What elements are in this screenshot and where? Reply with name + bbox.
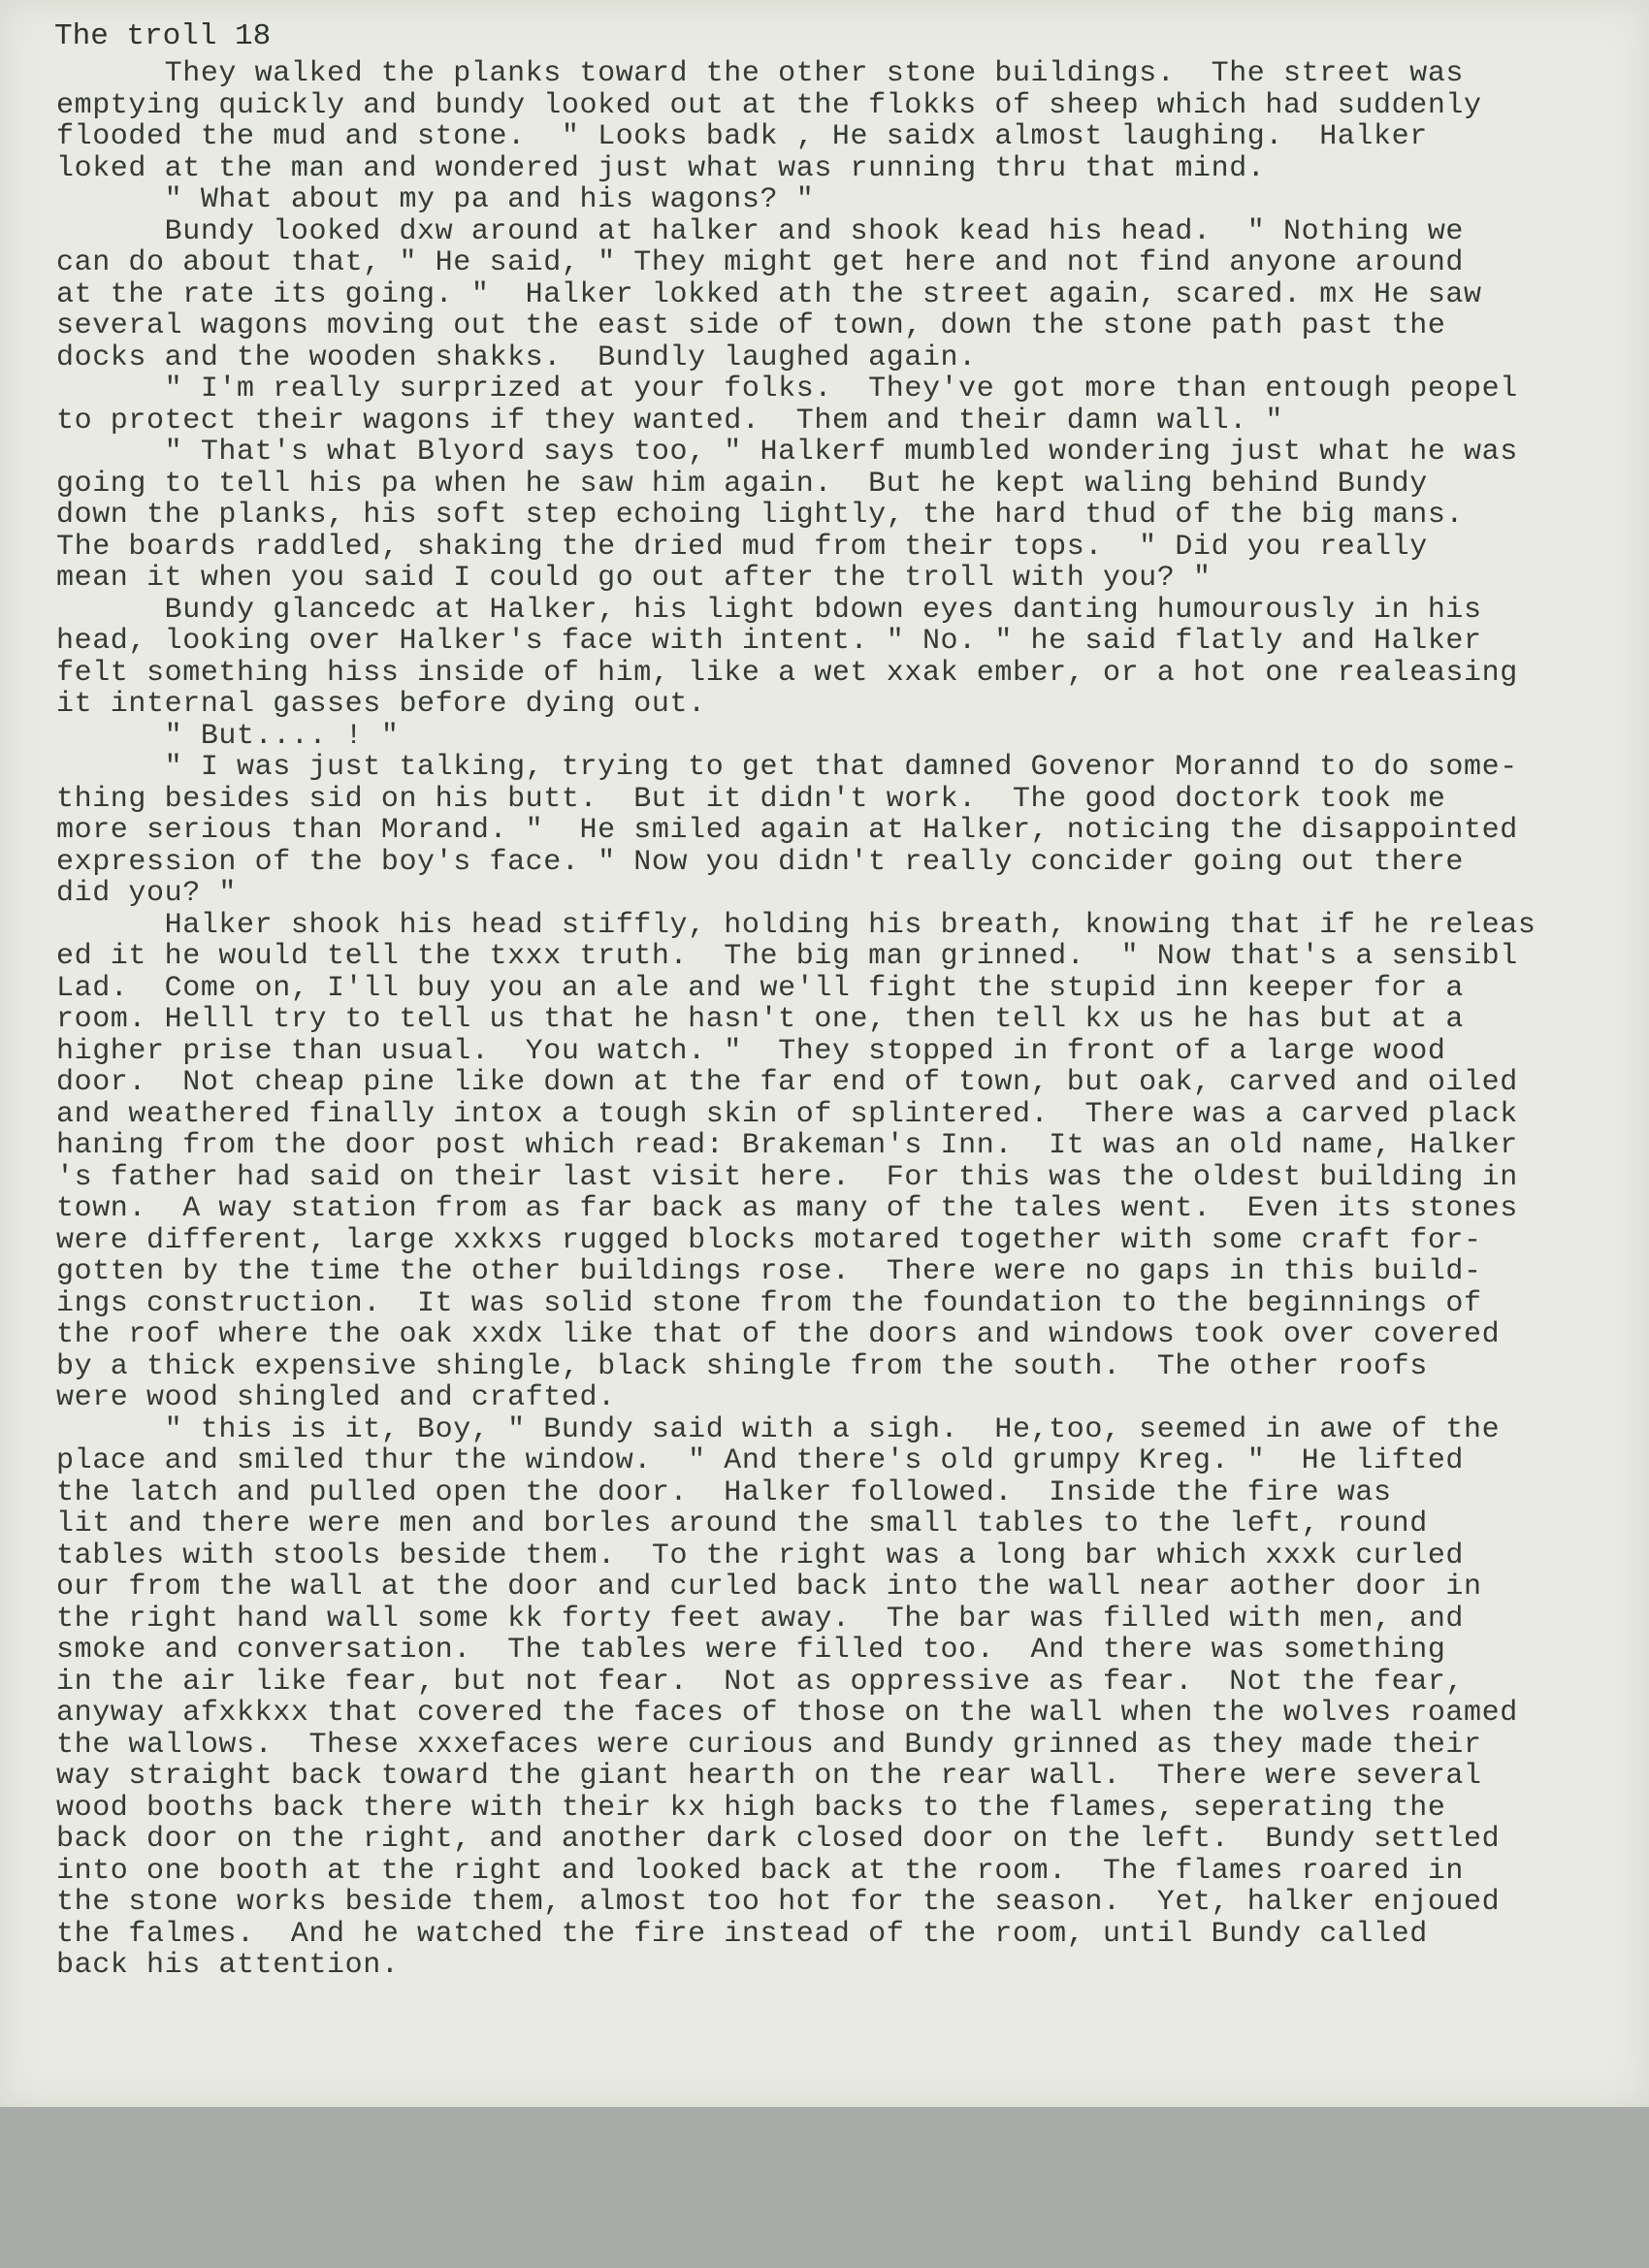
text-line: Lad. Come on, I'll buy you an ale and we'll fight the stupid inn keeper for a [56,972,1465,1004]
text-line: several wagons moving out the east side of town, down the stone path past the [56,310,1446,342]
text-line: smoke and conversation. The tables were filled too. And there was something [56,1635,1446,1667]
text-line: flooded the mud and stone. " Looks badk , He saidx almost laughing. Halker [56,121,1428,153]
text-line: mean it when you said I could go out after the troll with you? " [56,563,1212,595]
text-line: more serious than Morand. " He smiled again at Halker, noticing the disappointed [56,815,1518,847]
text-line: town. A way station from as far back as many of the tales went. Even its stones [56,1193,1518,1225]
text-line: lit and there were men and borles around the small tables to the left, round [56,1508,1428,1540]
text-line: into one booth at the right and looked back at the room. The flames roared in [56,1855,1465,1887]
text-line: They walked the planks toward the other stone buildings. The street was [56,58,1465,90]
text-line: higher prise than usual. You watch. " They stopped in front of a large wood [56,1035,1446,1067]
text-line: ed it he would tell the txxx truth. The big man grinned. " Now that's a sensibl [56,941,1518,973]
text-line: felt something hiss inside of him, like a wet xxak ember, or a hot one realeasing [56,657,1518,689]
text-line: Bundy looked dxw around at halker and shook kead his head. " Nothing we [56,215,1465,247]
page-header: The troll 18 [54,19,272,53]
text-line: wood booths back there with their kx high backs to the flames, seperating the [56,1792,1446,1824]
text-line: way straight back toward the giant hearth on the rear wall. There were several [56,1761,1482,1793]
text-line: back his attention. [56,1950,400,1982]
text-line: in the air like fear, but not fear. Not as oppressive as fear. Not the fear, [56,1666,1465,1698]
text-line: down the planks, his soft step echoing lightly, the hard thud of the big mans. [56,500,1465,532]
text-line: back door on the right, and another dark closed door on the left. Bundy settled [56,1824,1501,1856]
text-line: Halker shook his head stiffly, holding his breath, knowing that if he releas [56,909,1536,941]
text-line: place and smiled thur the window. " And there's old grumpy Kreg. " He lifted [56,1445,1465,1477]
text-line: the wallows. These xxxefaces were curious and Bundy grinned as they made their [56,1729,1482,1761]
text-line: loked at the man and wondered just what was running thru that mind. [56,152,1266,184]
text-line: by a thick expensive shingle, black shingle from the south. The other roofs [56,1350,1428,1382]
manuscript-body [56,58,1608,1982]
text-line: tables with stools beside them. To the right was a long bar which xxxk curled [56,1539,1465,1571]
text-line: Bundy glancedc at Halker, his light bdown eyes danting humourously in his [56,594,1482,626]
text-line: expression of the boy's face. " Now you didn't really concider going out there [56,846,1465,878]
text-line: " I'm really surprized at your folks. They've got more than entough peopel [56,373,1518,405]
text-line: 's father had said on their last visit here. For this was the oldest building in [56,1161,1518,1193]
text-line: " I was just talking, trying to get that damned Govenor Morannd to do some- [56,752,1518,784]
text-line: it internal gasses before dying out. [56,689,706,721]
text-line: did you? " [56,878,238,910]
text-line: docks and the wooden shakks. Bundly laughed again. [56,341,977,373]
text-line: the right hand wall some kk forty feet away. The bar was filled with men, and [56,1603,1465,1635]
text-line: " What about my pa and his wagons? " [56,184,815,216]
text-line: thing besides sid on his butt. But it didn't work. The good doctork took me [56,783,1446,815]
text-line: gotten by the time the other buildings rose. There were no gaps in this build- [56,1256,1482,1288]
text-line: at the rate its going. " Halker lokked ath the street again, scared. mx He saw [56,278,1482,310]
text-line: door. Not cheap pine like down at the far end of town, but oak, carved and oiled [56,1067,1518,1099]
text-line: head, looking over Halker's face with intent. " No. " he said flatly and Halker [56,626,1482,658]
text-line: anyway afxkkxx that covered the faces of those on the wall when the wolves roamed [56,1698,1518,1730]
text-line: the stone works beside them, almost too hot for the season. Yet, halker enjoued [56,1887,1501,1919]
text-line: to protect their wagons if they wanted. Them and their damn wall. " [56,405,1283,437]
text-line: going to tell his pa when he saw him again. But he kept waling behind Bundy [56,468,1428,500]
text-line: room. Helll try to tell us that he hasn't one, then tell kx us he has but at a [56,1004,1465,1036]
text-line: were wood shingled and crafted. [56,1382,616,1414]
text-line: our from the wall at the door and curled back into the wall near aother door in [56,1571,1482,1604]
text-line: " But.... ! " [56,720,400,752]
text-line: the latch and pulled open the door. Halker followed. Inside the fire was [56,1476,1392,1508]
text-line: the roof where the oak xxdx like that of the doors and windows took over covered [56,1319,1501,1351]
text-line: haning from the door post which read: Brakeman's Inn. It was an old name, Halker [56,1130,1518,1162]
text-line: were different, large xxkxs rugged blocks motared together with some craft for- [56,1224,1482,1256]
text-line: " this is it, Boy, " Bundy said with a sigh. He,too, seemed in awe of the [56,1413,1501,1445]
text-line: ings construction. It was solid stone from the foundation to the beginnings of [56,1287,1482,1319]
text-line: and weathered finally intox a tough skin of splintered. There was a carved plack [56,1098,1518,1130]
text-line: emptying quickly and bundy looked out at the flokks of sheep which had suddenly [56,89,1482,121]
text-line: can do about that, " He said, " They might get here and not find anyone around [56,247,1465,279]
text-line: The boards raddled, shaking the dried mud from their tops. " Did you really [56,531,1428,563]
text-line: the falmes. And he watched the fire instead of the room, until Bundy called [56,1918,1428,1950]
text-line: " That's what Blyord says too, " Halkerf mumbled wondering just what he was [56,437,1518,469]
